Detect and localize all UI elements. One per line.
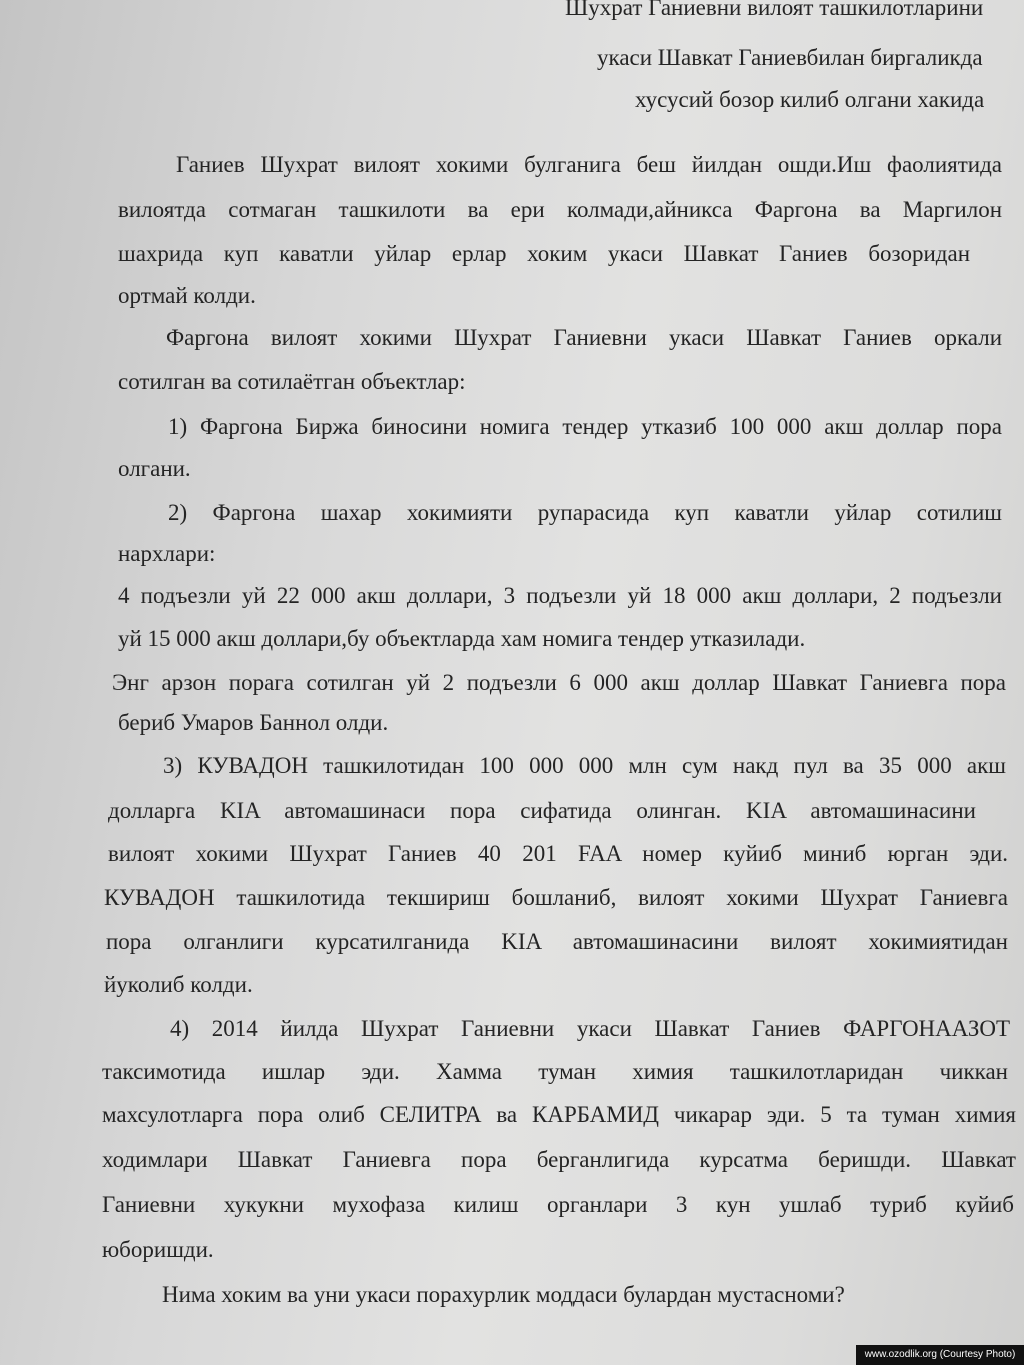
item-2-line-3: 4 подъезли уй 22 000 акш доллари, 3 подъезли уй 18 000 акш доллари, 2 подъезли: [118, 583, 1002, 608]
paragraph-1-line-4: ортмай колди.: [118, 283, 256, 308]
heading-line-2: укаси Шавкат Ганиевбилан биргаликда: [597, 45, 983, 70]
item-1-line-2: олгани.: [118, 456, 191, 481]
item-2-line-5: Энг арзон порага сотилган уй 2 подъезли 6 000 акш доллар Шавкат Ганиевга пора: [112, 670, 1006, 695]
item-4-line-1: 4) 2014 йилда Шухрат Ганиевни укаси Шавкат Ганиев ФАРГОНААЗОТ: [170, 1016, 1010, 1041]
paragraph-2-line-1: Фаргона вилоят хокими Шухрат Ганиевни укаси Шавкат Ганиев оркали: [166, 325, 1002, 350]
paragraph-1-line-2: вилоятда сотмаган ташкилоти ва ери колмади,айникса Фаргона ва Маргилон: [118, 197, 1002, 222]
item-2-line-1: 2) Фаргона шахар хокимияти рупарасида куп каватли уйлар сотилиш: [168, 500, 1002, 525]
paragraph-1-line-1: Ганиев Шухрат вилоят хокими булганига беш йилдан ошди.Иш фаолиятида: [176, 152, 1002, 177]
closing-question: Нима хоким ва уни укаси порахурлик моддаси булардан мустасноми?: [162, 1282, 845, 1307]
paragraph-2-line-2: сотилган ва сотилаётган объектлар:: [118, 369, 466, 394]
item-3-line-3: вилоят хокими Шухрат Ганиев 40 201 FAA номер куйиб миниб юрган эди.: [108, 841, 1008, 866]
item-3-line-4: КУВАДОН ташкилотида текшириш бошланиб, вилоят хокими Шухрат Ганиевга: [104, 885, 1008, 910]
item-3-line-2: долларга KIA автомашинаси пора сифатида олинган. KIA автомашинасини: [108, 798, 976, 823]
item-4-line-5: Ганиевни хукукни мухофаза килиш органлари 3 кун ушлаб туриб куйиб: [102, 1192, 1014, 1217]
item-3-line-6: йуколиб колди.: [104, 972, 253, 997]
item-2-line-4: уй 15 000 акш доллари,бу объектларда хам номига тендер утказилади.: [118, 626, 806, 651]
item-3-line-1: 3) КУВАДОН ташкилотидан 100 000 000 млн сум накд пул ва 35 000 акш: [163, 753, 1006, 778]
photo-credit: www.ozodlik.org (Courtesy Photo): [856, 1345, 1024, 1365]
paragraph-1-line-3: шахрида куп каватли уйлар ерлар хоким укаси Шавкат Ганиев бозоридан: [118, 241, 970, 266]
item-2-line-2: нархлари:: [118, 541, 216, 566]
item-2-line-6: бериб Умаров Баннол олди.: [118, 710, 389, 735]
item-4-line-2: таксимотида ишлар эди. Хамма туман химия ташкилотларидан чиккан: [102, 1059, 1008, 1084]
heading-line-3: хусусий бозор килиб олгани хакида: [635, 87, 985, 112]
item-1-line-1: 1) Фаргона Биржа биносини номига тендер утказиб 100 000 акш доллар пора: [168, 414, 1002, 439]
item-4-line-6: юборишди.: [102, 1237, 214, 1262]
item-4-line-3: махсулотларга пора олиб СЕЛИТРА ва КАРБАМИД чикарар эди. 5 та туман химия: [102, 1102, 1016, 1127]
item-4-line-4: ходимлари Шавкат Ганиевга пора берганлигида курсатма беришди. Шавкат: [102, 1147, 1016, 1172]
heading-line-1: Шухрат Ганиевни вилоят ташкилотларини: [565, 0, 984, 20]
item-3-line-5: пора олганлиги курсатилганида KIA автомашинасини вилоят хокимиятидан: [106, 929, 1008, 954]
